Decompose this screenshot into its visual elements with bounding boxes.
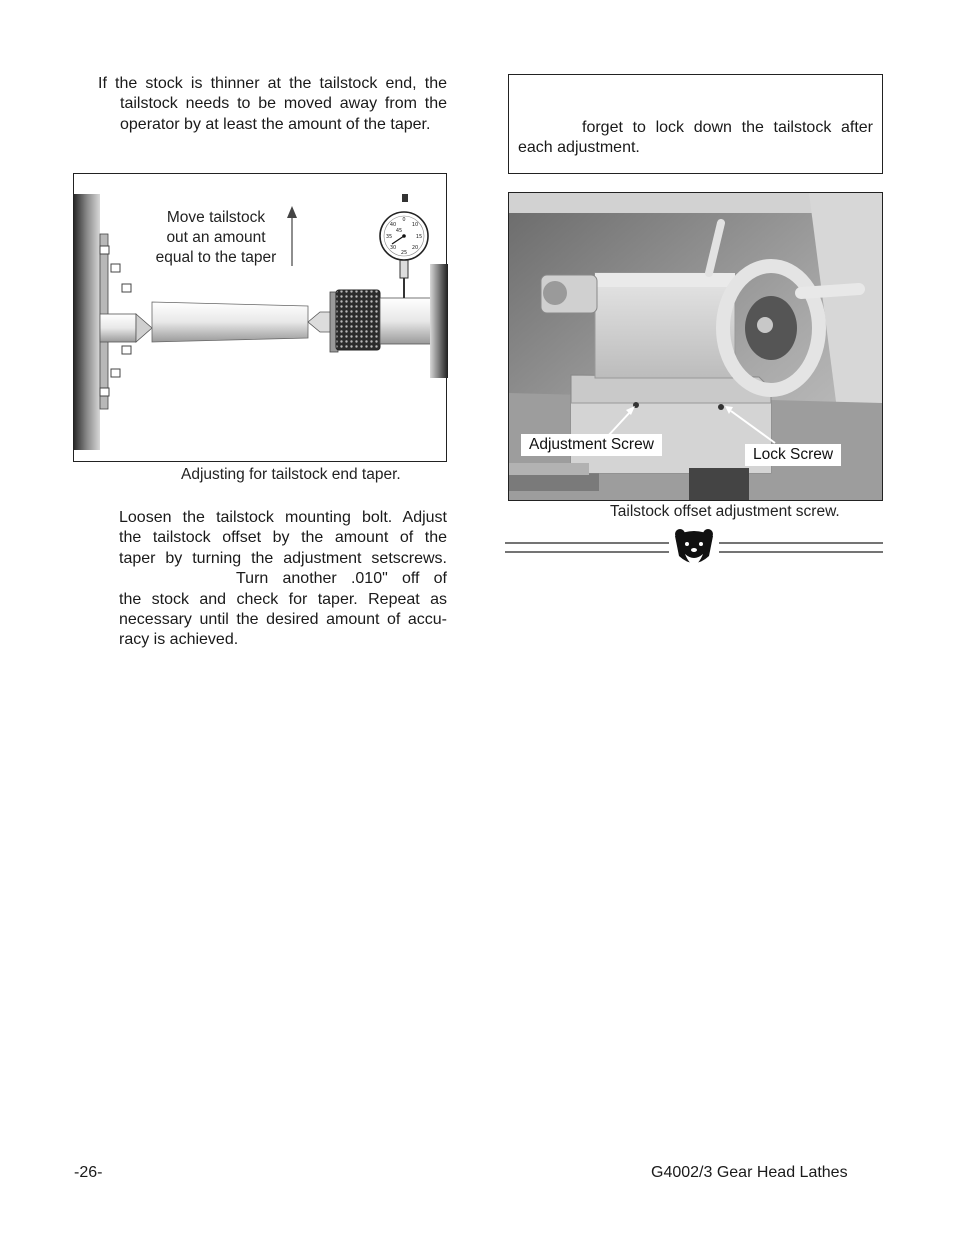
product-name: G4002/3 Gear Head Lathes	[651, 1164, 848, 1181]
note-line: forget to lock down the tailstock after	[582, 119, 873, 136]
step-line: the stock and check for taper. Repeat as	[119, 590, 447, 608]
lock-screw-label: Lock Screw	[745, 444, 841, 466]
dial-number: 15	[415, 234, 423, 240]
step-line: taper by turning the adjustment setscrews.	[119, 549, 447, 567]
section-divider	[505, 528, 883, 570]
label-line: out an amount	[166, 229, 266, 246]
note-text	[518, 118, 873, 159]
figure-caption: Tailstock offset adjustment screw.	[610, 503, 840, 520]
dial-number: 0	[402, 217, 406, 223]
dial-number: 45	[395, 228, 403, 234]
step-line: Turn another .010" off of	[236, 570, 447, 588]
step-line: Loosen the tailstock mounting bolt. Adjust	[119, 509, 447, 526]
dial-number: 10	[411, 222, 419, 228]
dial-number: 25	[400, 250, 408, 256]
figure-caption: Adjusting for tailstock end taper.	[181, 466, 401, 483]
dial-number: 40	[389, 222, 397, 228]
step-paragraph	[119, 508, 447, 651]
tailstock-photo	[508, 192, 883, 501]
step-line: racy is achieved.	[119, 631, 239, 649]
intro-paragraph	[98, 74, 447, 135]
dial-number: 30	[389, 245, 397, 251]
taper-diagram-label	[146, 208, 286, 268]
intro-rest: tailstock needs to be moved away from the operator by at least the amount of the taper.	[120, 95, 447, 133]
step-line: necessary until the desired amount of accu-	[119, 611, 447, 629]
step-line: the tailstock offset by the amount of the	[119, 529, 447, 547]
label-line: Move tailstock	[166, 209, 266, 226]
label-line: equal to the taper	[155, 249, 277, 266]
adjustment-screw-label: Adjustment Screw	[521, 434, 662, 456]
dial-number: 35	[385, 234, 393, 240]
dial-number: 20	[411, 245, 419, 251]
page-number: -26-	[74, 1164, 103, 1181]
note-line: each adjustment.	[518, 139, 640, 157]
intro-first-line: If the stock is thinner at the tailstock end, the	[98, 75, 447, 92]
taper-diagram	[73, 173, 447, 462]
bear-logo-icon	[675, 529, 713, 565]
